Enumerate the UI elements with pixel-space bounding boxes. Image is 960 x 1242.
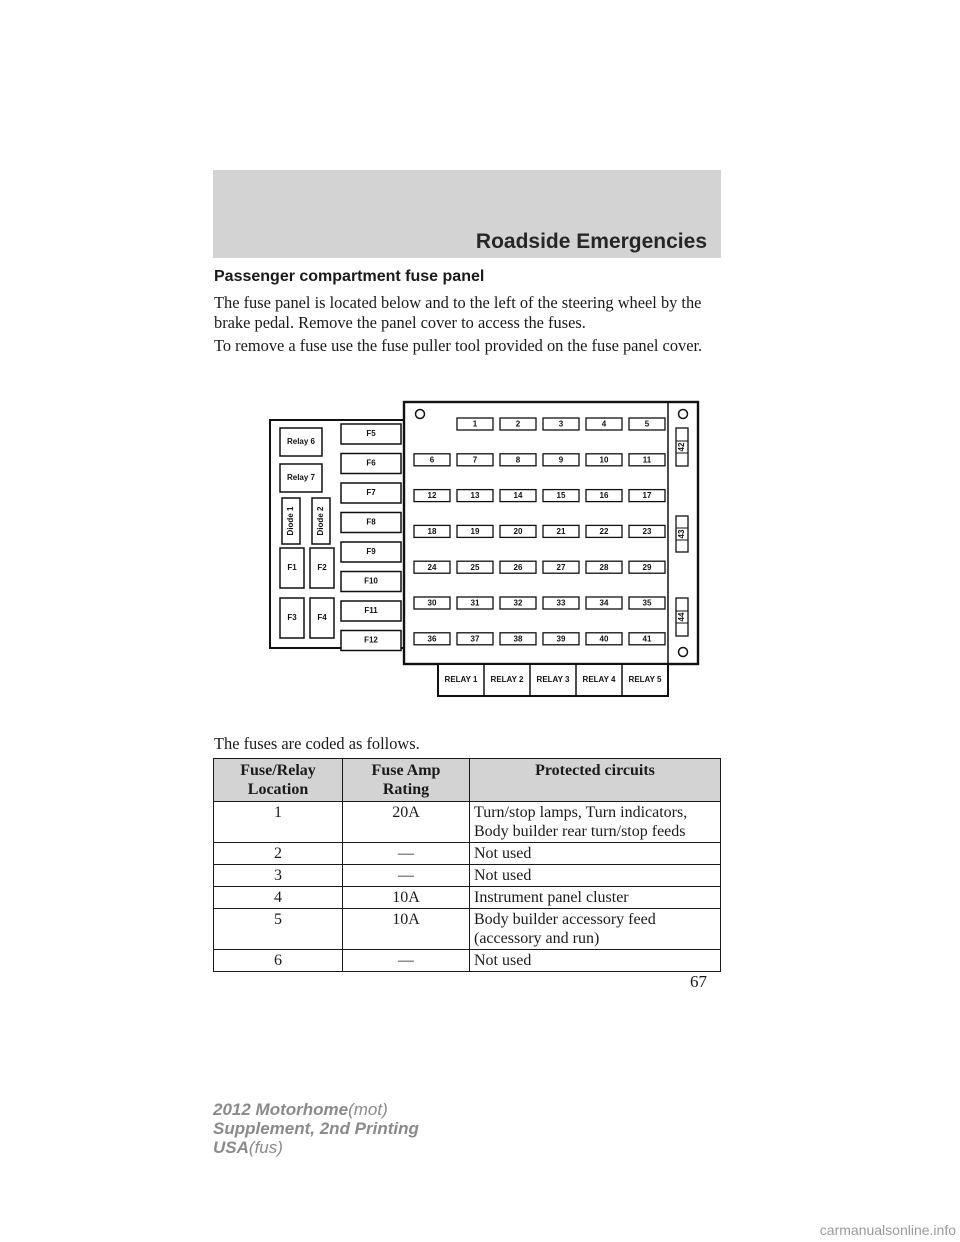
header-location: Fuse/Relay Location [214,759,343,802]
page-number: 67 [690,972,707,991]
mounting-hole [679,410,688,419]
fuse-number: 34 [599,598,609,608]
fuse-label: F7 [366,488,376,498]
cell-rating: — [343,865,470,887]
header-rating: Fuse Amp Rating [343,759,470,802]
fuse-panel-diagram [268,398,700,700]
watermark: carmanualsonline.info [819,1222,956,1238]
fuse-number: 12 [427,491,437,501]
fuse-label: F3 [287,613,297,623]
fuse-label: F5 [366,429,376,439]
fuse-number: 41 [642,634,652,644]
footer-market-code: (fus) [248,1138,283,1157]
fuse-number: 24 [427,562,437,572]
fuse-label: F4 [317,613,327,623]
fuse-label: F6 [366,458,376,468]
fuse-number: 10 [599,455,609,465]
fuse-number: 39 [556,634,566,644]
cell-circuits: Not used [470,843,721,865]
removal-paragraph: To remove a fuse use the fuse puller tool provided on the fuse panel cover. [214,336,703,355]
cell-circuits: Body builder accessory feed (accessory and run) [470,909,721,950]
fuse-number: 19 [470,527,480,537]
fuse-number: 2 [515,419,521,429]
fuse-table [213,758,721,972]
fuse-label: F2 [317,563,327,573]
diode-label: Diode 1 [286,506,296,536]
fuse-number: 25 [470,562,480,572]
fuse-number: 13 [470,491,480,501]
table-row [214,865,721,887]
cell-circuits: Not used [470,865,721,887]
table-row [214,887,721,909]
fuse-panel-heading: Passenger compartment fuse panel [214,268,485,285]
cell-location: 3 [214,865,343,887]
footer-model: 2012 Motorhome [213,1100,349,1119]
header-circuits: Protected circuits [470,759,721,802]
fuse-label: F10 [364,576,378,586]
cell-rating: 20A [343,802,470,843]
bottom-relay-label: RELAY 4 [582,675,616,685]
fuse-number: 32 [513,598,523,608]
fuse-number: 15 [556,491,566,501]
fuse-number: 35 [642,598,652,608]
fuse-number: 4 [601,419,607,429]
fuse-number: 31 [470,598,480,608]
cell-circuits: Instrument panel cluster [470,887,721,909]
bottom-relay-label: RELAY 3 [536,675,570,685]
fuse-label: F9 [366,547,376,557]
fuse-number: 36 [427,634,437,644]
cell-circuits: Not used [470,950,721,972]
fuse-number: 7 [472,455,478,465]
table-header-row [214,759,721,802]
fuse-number: 37 [470,634,480,644]
cell-location: 6 [214,950,343,972]
cell-circuits: Turn/stop lamps, Turn indicators, Body builder rear turn/stop feeds [470,802,721,843]
fuse-label: F8 [366,517,376,527]
side-fuse-number: 44 [677,612,687,622]
fuse-number: 40 [599,634,609,644]
fuse-number: 20 [513,527,523,537]
header-band [213,170,721,258]
fuse-number: 23 [642,527,652,537]
table-intro: The fuses are coded as follows. [214,734,420,753]
cell-rating: — [343,843,470,865]
cell-rating: 10A [343,887,470,909]
mounting-hole [416,410,425,419]
footer-printing: Supplement, 2nd Printing [213,1119,419,1138]
cell-rating: 10A [343,909,470,950]
fuse-number: 11 [642,455,652,465]
cell-location: 2 [214,843,343,865]
fuse-number: 30 [427,598,437,608]
bottom-relay-label: RELAY 1 [444,675,478,685]
fuse-number: 21 [556,527,566,537]
table-row [214,909,721,950]
fuse-number: 26 [513,562,523,572]
diode-label: Diode 2 [316,506,326,536]
relay-label: Relay 6 [286,437,316,447]
fuse-number: 38 [513,634,523,644]
fuse-number: 33 [556,598,566,608]
fuse-number: 27 [556,562,566,572]
fuse-number: 16 [599,491,609,501]
bottom-relay-label: RELAY 5 [628,675,662,685]
fuse-number: 6 [429,455,435,465]
relay-label: Relay 7 [286,473,316,483]
side-fuse-number: 43 [677,529,687,539]
mounting-hole [679,648,688,657]
cell-rating: — [343,950,470,972]
fuse-number: 3 [558,419,564,429]
location-paragraph: The fuse panel is located below and to the left of the steering wheel by the brake pedal. Remove the panel cover to access the fuses. [214,293,702,332]
fuse-label: F1 [287,563,297,573]
cell-location: 4 [214,887,343,909]
fuse-number: 9 [558,455,564,465]
footer [213,1100,419,1157]
fuse-number: 29 [642,562,652,572]
footer-model-code: (mot) [348,1100,388,1119]
fuse-number: 18 [427,527,437,537]
fuse-number: 17 [642,491,652,501]
fuse-number: 5 [644,419,650,429]
fuse-number: 8 [515,455,521,465]
table-row [214,843,721,865]
table-row [214,802,721,843]
fuse-label: F11 [364,606,378,616]
cell-location: 1 [214,802,343,843]
table-row [214,950,721,972]
bottom-relay-label: RELAY 2 [490,675,524,685]
fuse-label: F12 [364,635,378,645]
cell-location: 5 [214,909,343,950]
fuse-number: 22 [599,527,609,537]
side-fuse-number: 42 [677,442,687,452]
fuse-number: 14 [513,491,523,501]
fuse-number: 1 [472,419,478,429]
section-title: Roadside Emergencies [475,230,707,253]
fuse-number: 28 [599,562,609,572]
footer-market: USA [213,1138,249,1157]
